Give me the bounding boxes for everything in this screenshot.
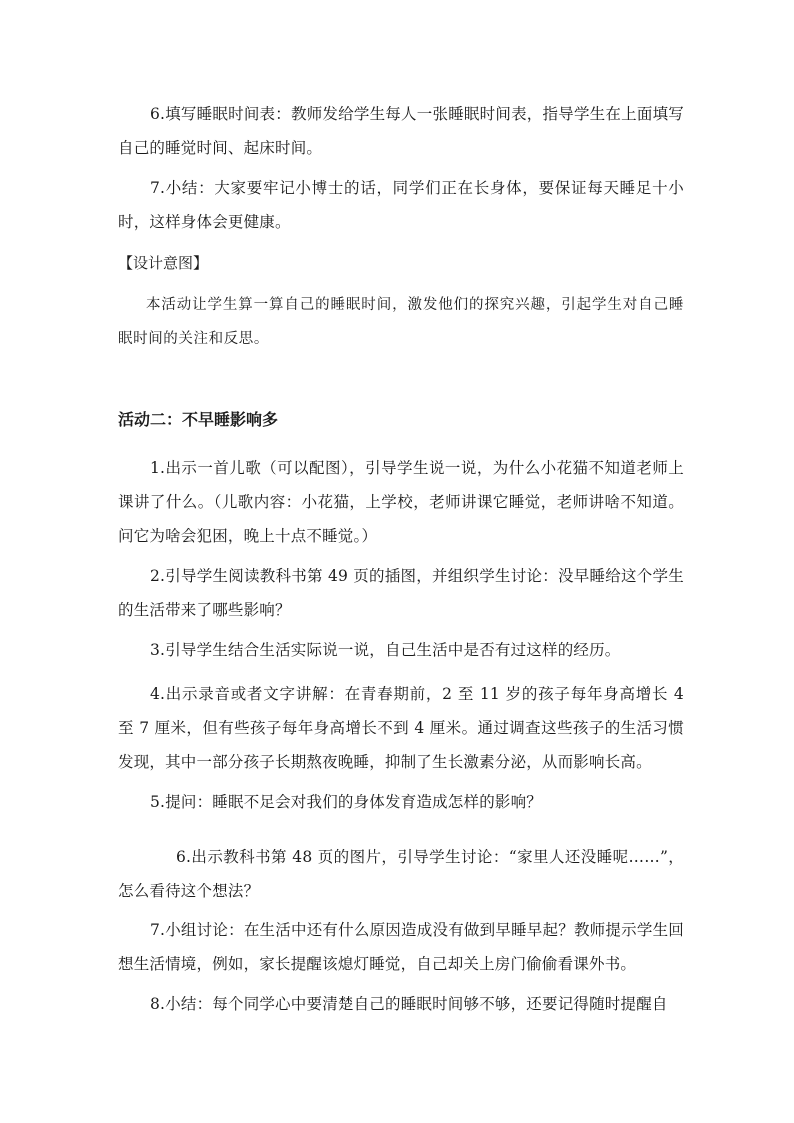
activity-item: 5.提问：睡眠不足会对我们的身体发育造成怎样的影响？ — [150, 793, 542, 811]
activity-item: 3.引导学生结合生活实际说一说，自己生活中是否有过这样的经历。 — [150, 641, 621, 659]
activity-item: 7.小组讨论：在生活中还有什么原因造成没有做到早睡早起？教师提示学生回想生活情境，例如，家长提醒该熄灯睡觉，自己却关上房门偷偷看课外书。 — [118, 921, 684, 973]
paragraph-summary-sleep: 7.小结：大家要牢记小博士的话，同学们正在长身体，要保证每天睡足十小时，这样身体会更健康。 — [118, 179, 684, 231]
activity-item: 2.引导学生阅读教科书第 49 页的插图，并组织学生讨论：没早睡给这个学生的生活带来了哪些影响？ — [118, 567, 684, 619]
activity-two-heading: 活动二：不早睡影响多 — [118, 410, 279, 429]
activity-item: 8.小结：每个同学心中要清楚自己的睡眠时间够不够，还要记得随时提醒自 — [150, 995, 668, 1013]
activity-item: 4.出示录音或者文字讲解：在青春期前，2 至 11 岁的孩子每年身高增长 4 至 7 厘米，但有些孩子每年身高增长不到 4 厘米。通过调查这些孩子的生活习惯发现，其中一部分孩子长期熬夜晚睡，抑制了生长激素分泌，从而影响长高。 — [118, 685, 684, 771]
design-intent-heading: 【设计意图】 — [118, 254, 209, 272]
activity-item: 6.出示教科书第 48 页的图片，引导学生讨论：“家里人还没睡呢……”，怎么看待这个想法？ — [118, 848, 684, 900]
design-intent-text: 本活动让学生算一算自己的睡眠时间，激发他们的探究兴趣，引起学生对自己睡眠时间的关注和反思。 — [118, 297, 684, 347]
activity-item: 1.出示一首儿歌（可以配图），引导学生说一说，为什么小花猫不知道老师上课讲了什么。（儿歌内容：小花猫，上学校，老师讲课它睡觉，老师讲啥不知道。问它为啥会犯困，晚上十点不睡觉。） — [118, 459, 684, 545]
paragraph-fill-sleep-schedule: 6.填写睡眠时间表：教师发给学生每人一张睡眠时间表，指导学生在上面填写自己的睡觉时间、起床时间。 — [118, 105, 684, 157]
